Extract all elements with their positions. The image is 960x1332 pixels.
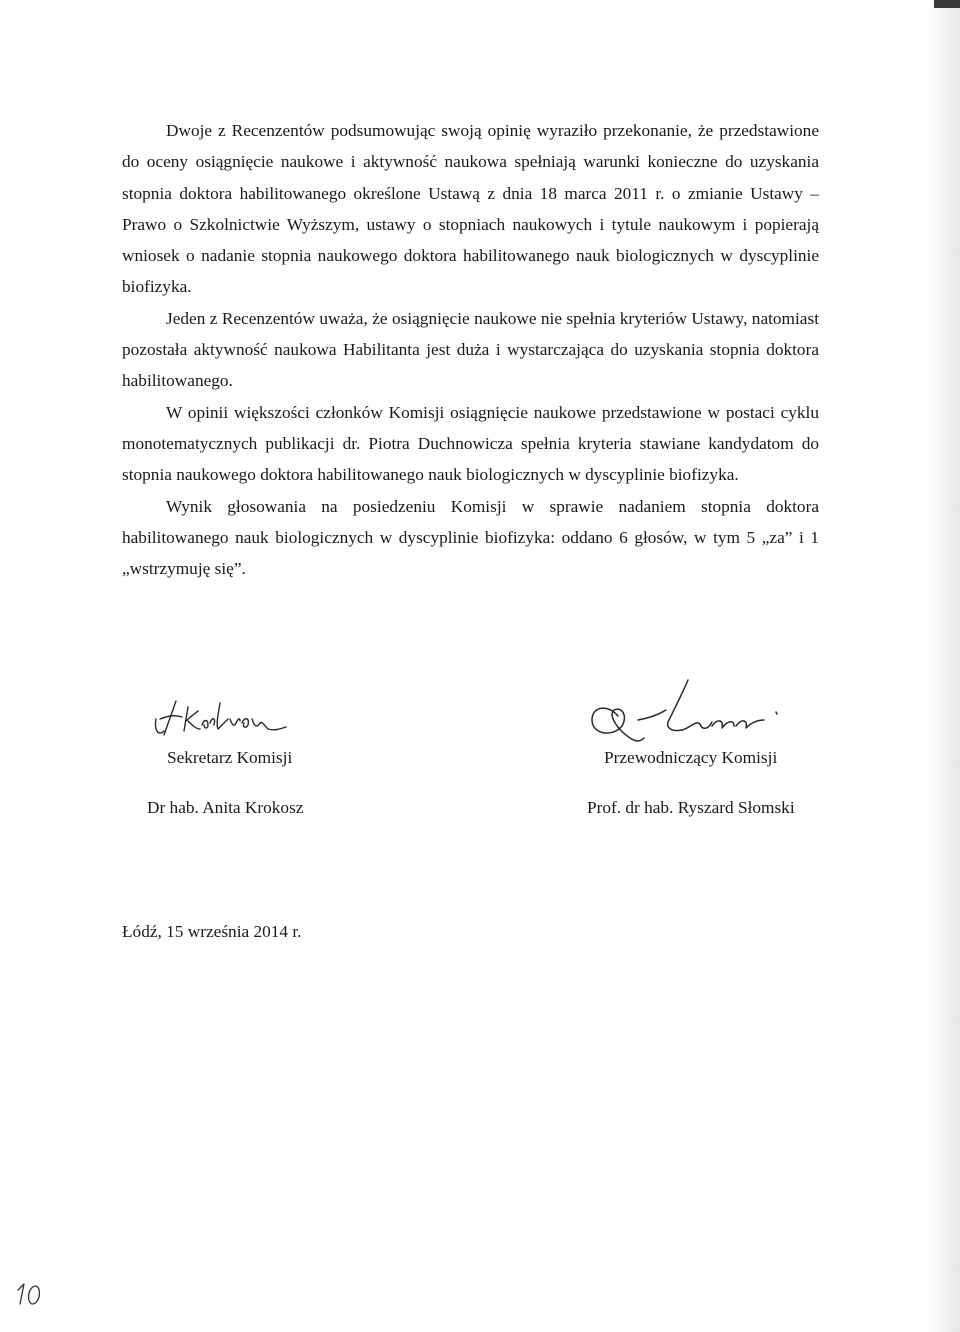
handwritten-page-number <box>14 1280 44 1308</box>
chair-name: Prof. dr hab. Ryszard Słomski <box>587 798 795 817</box>
secretary-role: Sekretarz Komisji <box>167 748 293 767</box>
chair-role: Przewodniczący Komisji <box>604 748 778 767</box>
paragraph-reviewers-positive: Dwoje z Recenzentów podsumowując swoją opinię wyraziło przekonanie, że przedstawione do oceny osiągnięcie naukowe i aktywność naukowa spełniają warunki konieczne do uzyskania stopnia doktora habilitowanego określone Ustawą z dnia 18 marca 2011 r. o zmianie Ustawy – Prawo o Szkolnictwie Wyższym, ustawy o stopniach naukowych i tytule naukowym i popierają wniosek o nadanie stopnia naukowego doktora habilitowanego nauk biologicznych w dyscyplinie biofizyka. <box>122 121 819 297</box>
secretary-name: Dr hab. Anita Krokosz <box>147 798 304 817</box>
paragraph-vote-result: Wynik głosowania na posiedzeniu Komisji w sprawie nadaniem stopnia doktora habilitowanego nauk biologicznych w dyscyplinie biofizyka: oddano 6 głosów, w tym 5 „za” i 1 „wstrzymuję się”. <box>122 496 819 579</box>
place-date: Łódź, 15 września 2014 r. <box>122 922 302 941</box>
scan-corner-mark <box>934 0 960 8</box>
secretary-signature <box>150 695 290 743</box>
page-edge-shadow <box>926 0 960 1332</box>
document-body <box>122 115 819 584</box>
chair-signature <box>578 676 798 750</box>
paragraph-committee-opinion: W opinii większości członków Komisji osiągnięcie naukowe przedstawione w postaci cyklu monotematycznych publikacji dr. Piotra Duchnowicza spełnia kryteria stawiane kandydatom do stopnia naukowego doktora habilitowanego nauk biologicznych w dyscyplinie biofizyka. <box>122 402 819 485</box>
paragraph-reviewer-negative: Jeden z Recenzentów uważa, że osiągnięcie naukowe nie spełnia kryteriów Ustawy, natomiast pozostała aktywność naukowa Habilitanta jest duża i wystarczająca do uzyskania stopnia doktora habilitowanego. <box>122 308 819 391</box>
